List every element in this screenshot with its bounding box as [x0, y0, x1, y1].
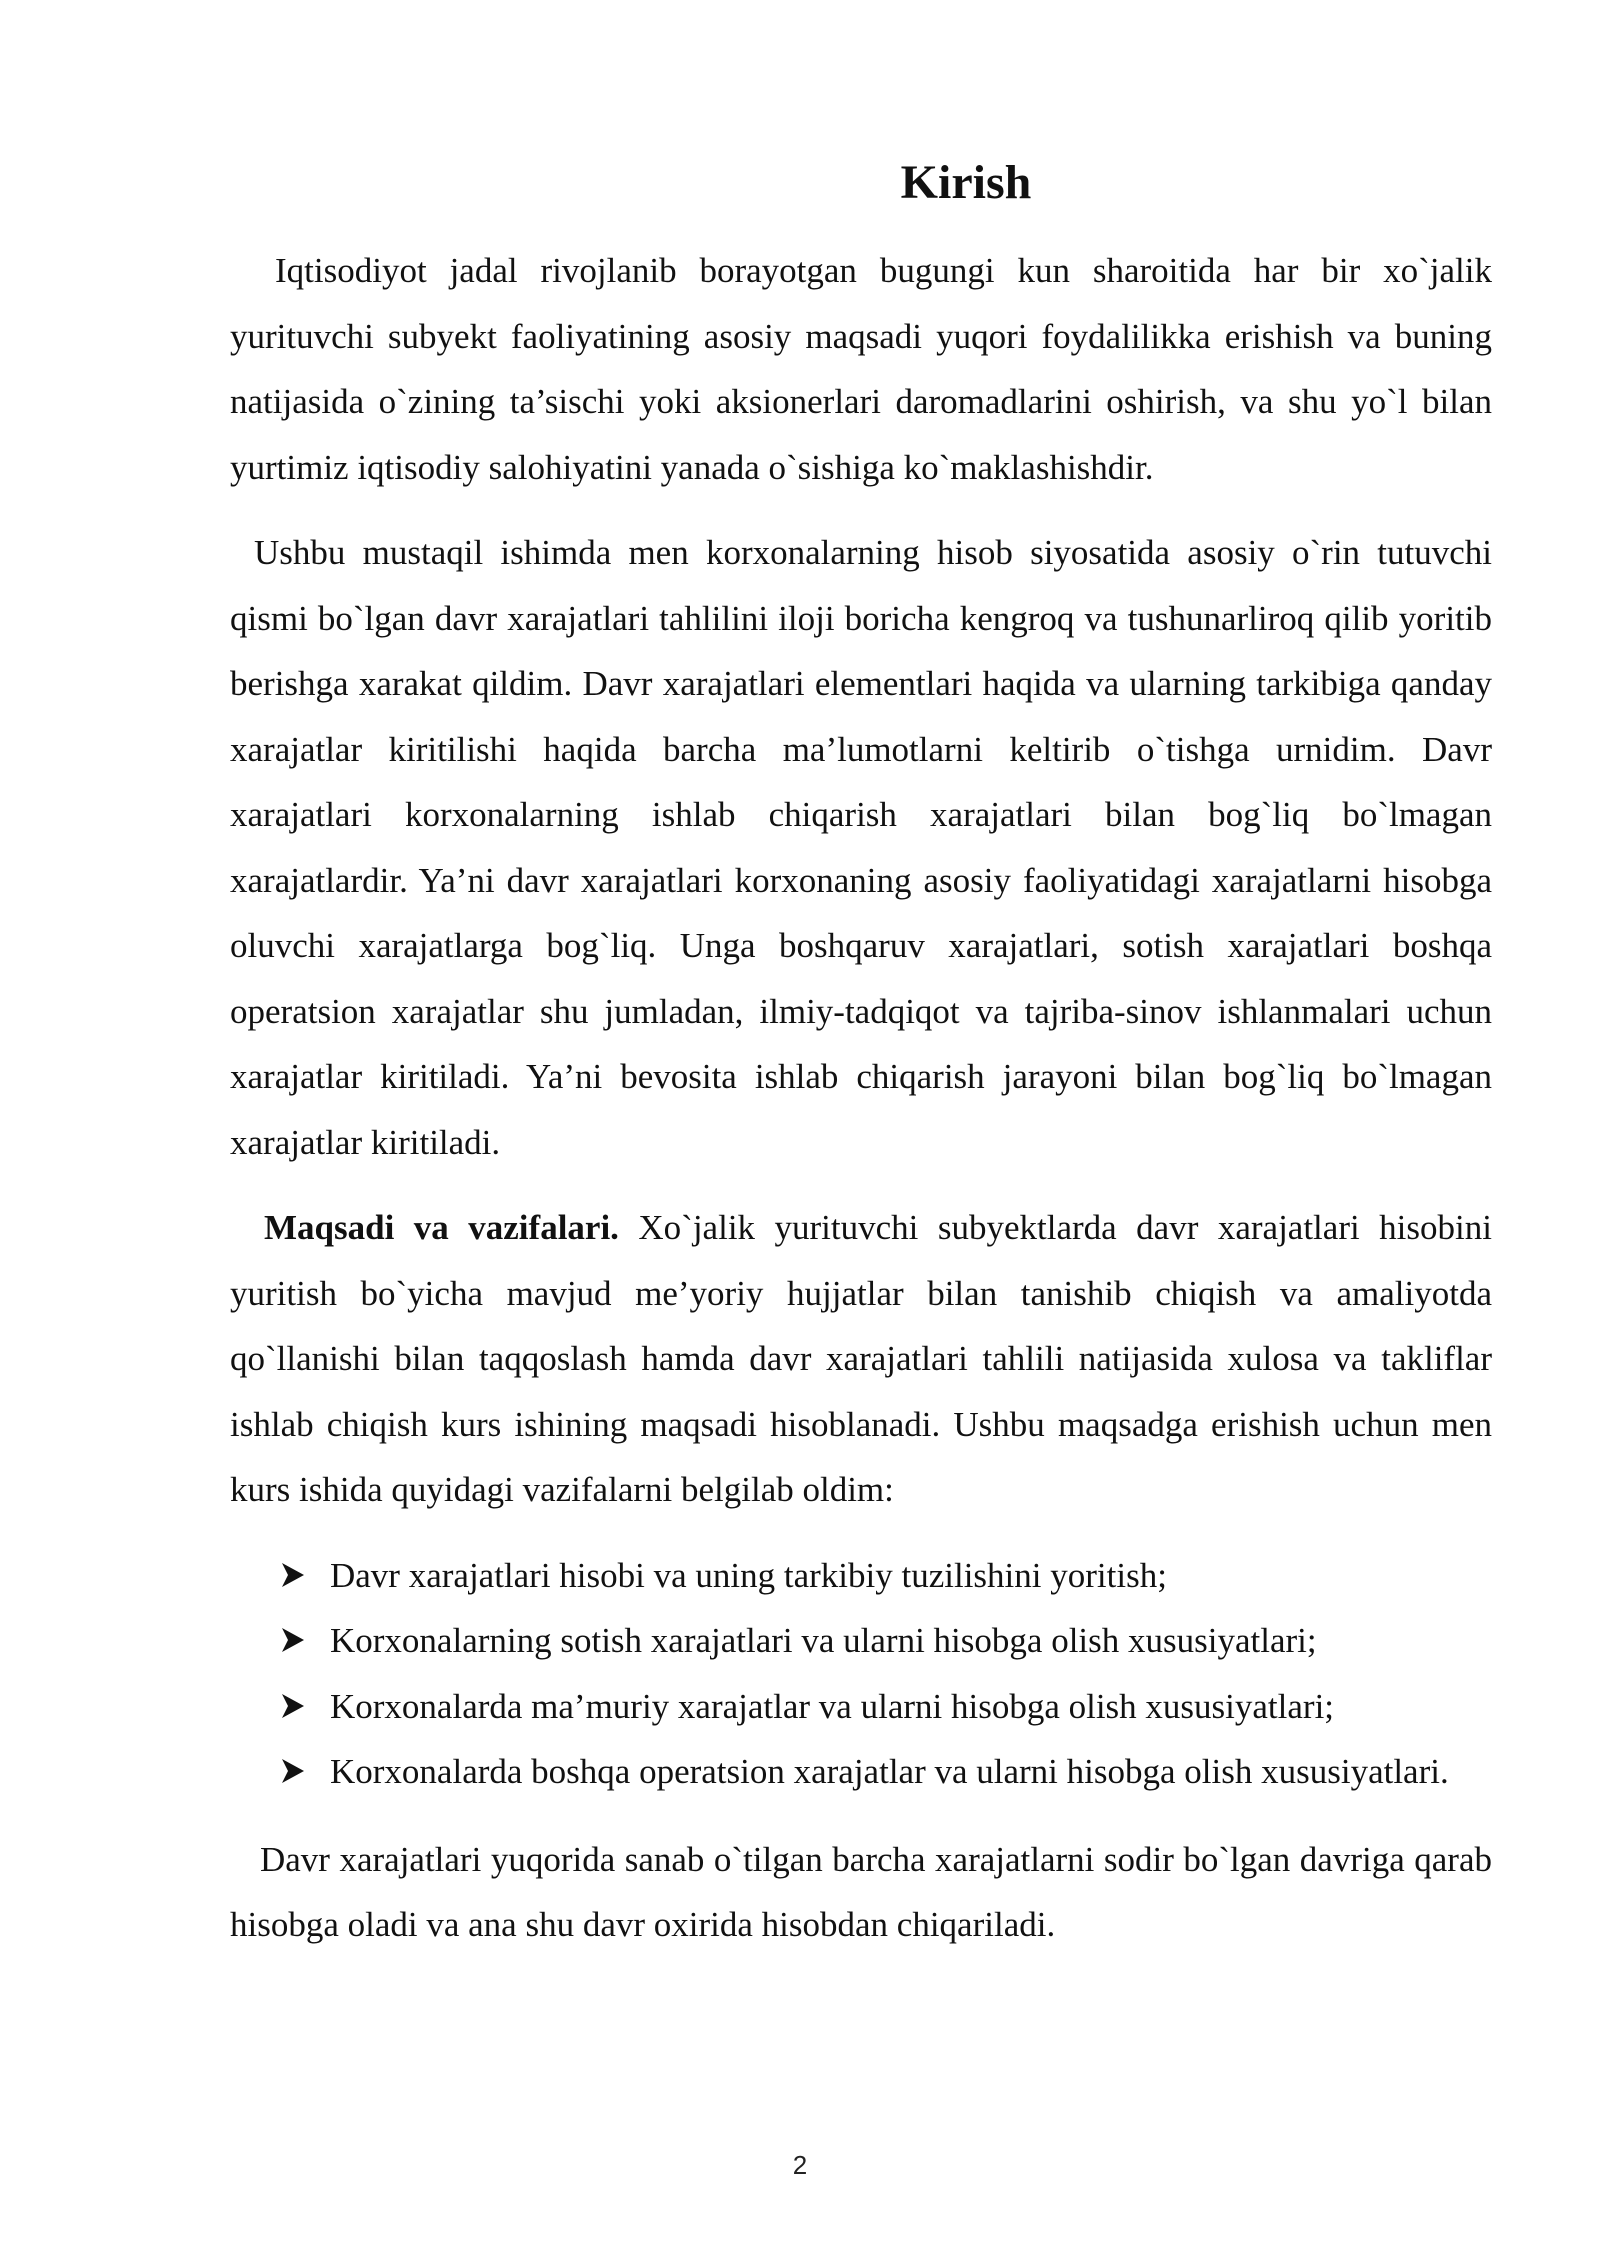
scope-paragraph: Ushbu mustaqil ishimda men korxonalarning hisob siyosatida asosiy o`rin tutuvchi qismi bo`lgan davr xarajatlari tahlilini iloji boricha kengroq va tushunarliroq qilib yoritib berishga xarakat qildim. Davr xarajatlari elementlari haqida va ularning tarkibiga qanday xarajatlar kiritilishi haqida barcha ma’lumotlarni keltirib o`tishga urnidim. Davr xarajatlari korxonalarning ishlab chiqarish xarajatlari bilan bog`liq bo`lmagan xarajatlardir. Ya’ni davr xarajatlari korxonaning asosiy faoliyatidagi xarajatlarni hisobga oluvchi xarajatlarga bog`liq. Unga boshqaruv xarajatlari, sotish xarajatlari boshqa operatsion xarajatlar shu jumladan, ilmiy-tadqiqot va tajriba-sinov ishlanmalari uchun xarajatlar kiritiladi. Ya’ni bevosita ishlab chiqarish jarayoni bilan bog`liq bo`lmagan xarajatlar kiritiladi.: [230, 533, 1492, 1162]
list-item: [280, 1543, 1492, 1609]
goals-paragraph: [230, 1195, 1492, 1523]
task-text: Korxonalarning sotish xarajatlari va ularni hisobga olish xususiyatlari;: [330, 1621, 1317, 1660]
arrowhead-bullet-icon: [280, 1757, 306, 1785]
closing-paragraph: Davr xarajatlari yuqorida sanab o`tilgan barcha xarajatlarni sodir bo`lgan davriga qarab hisobga oladi va ana shu davr oxirida hisobdan chiqariladi.: [230, 1839, 1492, 1944]
task-text: Korxonalarda ma’muriy xarajatlar va ularni hisobga olish xususiyatlari;: [330, 1686, 1335, 1726]
task-text: Davr xarajatlari hisobi va uning tarkibiy tuzilishini yoritish;: [330, 1555, 1167, 1595]
list-item: [280, 1608, 1492, 1674]
arrowhead-bullet-icon: [280, 1561, 306, 1589]
list-item: [280, 1739, 1492, 1805]
page-title: Kirish: [900, 156, 1032, 209]
arrowhead-bullet-icon: [280, 1692, 306, 1720]
intro-paragraph: Iqtisodiyot jadal rivojlanib borayotgan bugungi kun sharoitida har bir xo`jalik yurituvchi subyekt faoliyatining asosiy maqsadi yuqori foydalilikka erishish va buning natijasida o`zining ta’sischi yoki aksionerlari daromadlarini oshirish, va shu yo`l bilan yurtimiz iqtisodiy salohiyatini yanada o`sishiga ko`maklashishdir.: [230, 251, 1492, 487]
tasks-list: [230, 1543, 1492, 1805]
goals-text: Xo`jalik yurituvchi subyektlarda davr xarajatlari hisobini yuritish bo`yicha mavjud me’yoriy hujjatlar bilan tanishib chiqish va amaliyotda qo`llanishi bilan taqqoslash hamda davr xarajatlari tahlili natijasida xulosa va takliflar ishlab chiqish kurs ishining maqsadi hisoblanadi. Ushbu maqsadga erishish uchun men kurs ishida quyidagi vazifalarni belgilab oldim:: [230, 1208, 1492, 1509]
arrowhead-bullet-icon: [280, 1626, 306, 1654]
goals-heading: Maqsadi va vazifalari.: [264, 1208, 619, 1247]
page-number: 2: [792, 2150, 808, 2180]
list-item: [280, 1674, 1492, 1740]
page-content: [230, 150, 1492, 1978]
task-text: Korxonalarda boshqa operatsion xarajatlar va ularni hisobga olish xususiyatlari.: [330, 1752, 1449, 1791]
